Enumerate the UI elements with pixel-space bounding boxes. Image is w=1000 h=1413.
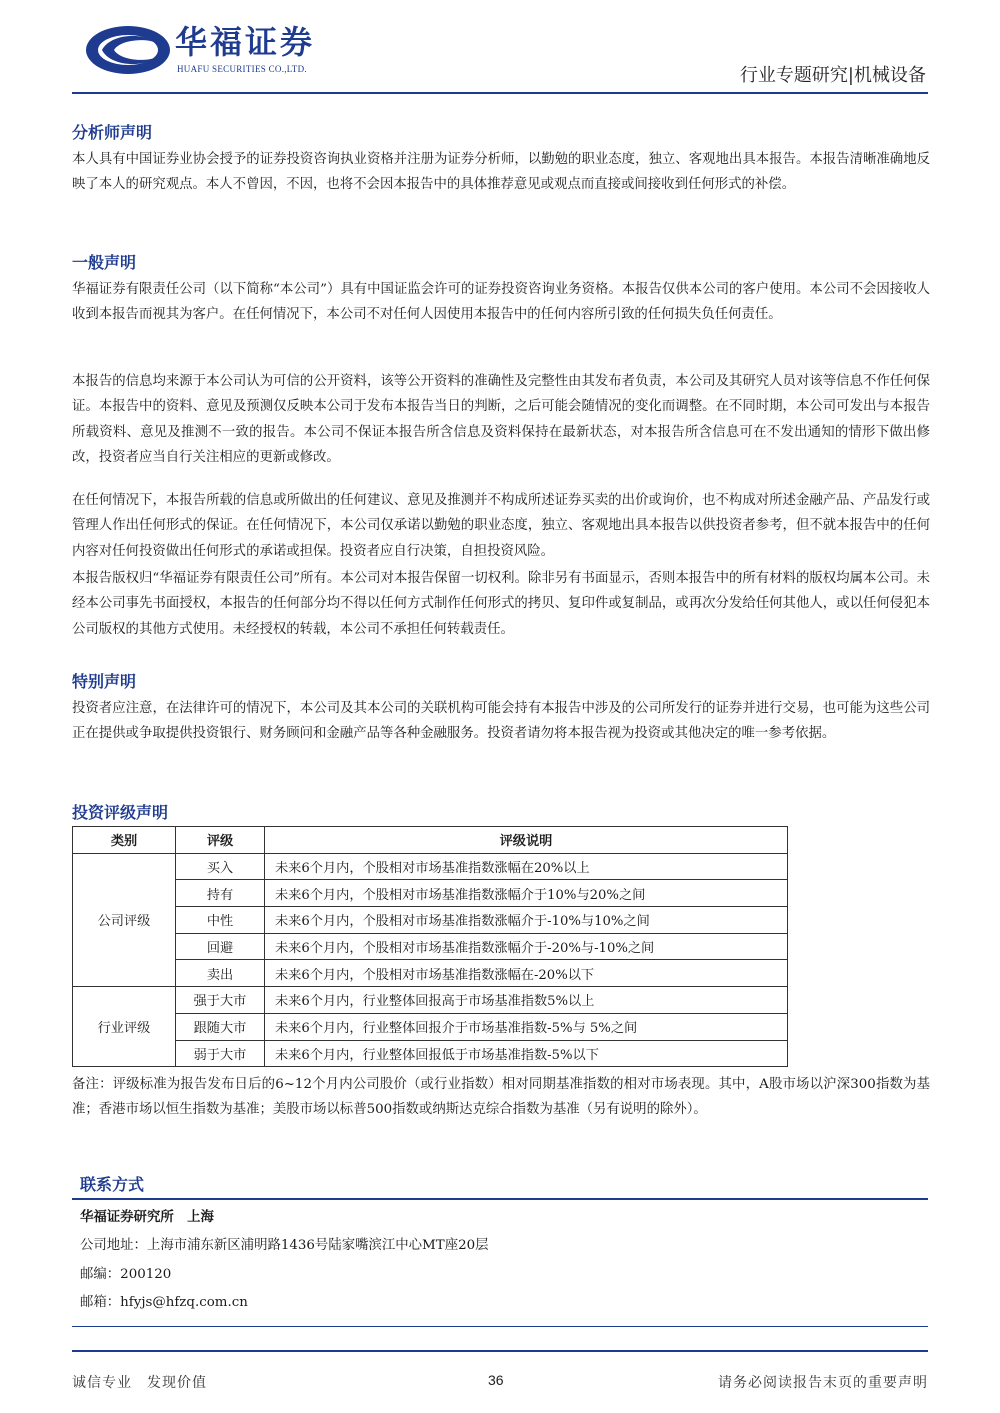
footer-slogan: 诚信专业 发现价值 xyxy=(72,1375,207,1391)
header-divider xyxy=(72,92,928,94)
description-cell: 未来6个月内，行业整体回报低于市场基准指数-5%以下 xyxy=(265,1040,788,1067)
description-cell: 未来6个月内，个股相对市场基准指数涨幅介于10%与20%之间 xyxy=(265,880,788,907)
rating-cell: 中性 xyxy=(176,907,265,934)
header-description: 评级说明 xyxy=(265,827,788,854)
rating-cell: 买入 xyxy=(176,853,265,880)
table-row xyxy=(73,987,788,1014)
contact-bottom-divider xyxy=(72,1326,928,1327)
description-cell: 未来6个月内，行业整体回报介于市场基准指数-5%与 5%之间 xyxy=(265,1013,788,1040)
rating-cell: 持有 xyxy=(176,880,265,907)
general-statement-p1: 华福证券有限责任公司（以下简称“本公司”）具有中国证监会许可的证券投资咨询业务资格。本报告仅供本公司的客户使用。本公司不会因接收人收到本报告而视其为客户。在任何情况下，本公司不对任何人因使用本报告中的任何内容所引致的任何损失负任何责任。 xyxy=(72,282,930,323)
contact-divider xyxy=(72,1198,928,1200)
table-row xyxy=(73,907,788,934)
table-row xyxy=(73,960,788,987)
report-category: 行业专题研究|机械设备 xyxy=(739,65,926,86)
header-rating: 评级 xyxy=(176,827,265,854)
company-name-cn: 华福证券 xyxy=(175,23,316,61)
rating-cell: 回避 xyxy=(176,933,265,960)
table-row xyxy=(73,1040,788,1067)
special-statement-title: 特别声明 xyxy=(72,672,137,691)
analyst-statement-text: 本人具有中国证券业协会授予的证券投资咨询执业资格并注册为证券分析师，以勤勉的职业态度，独立、客观地出具本报告。本报告清晰准确地反映了本人的研究观点。本人不曾因，不因，也将不会因本报告中的具体推荐意见或观点而直接或间接收到任何形式的补偿。 xyxy=(72,152,930,193)
analyst-statement-title: 分析师声明 xyxy=(72,123,153,142)
page-number: 36 xyxy=(488,1372,504,1388)
description-cell: 未来6个月内，行业整体回报高于市场基准指数5%以上 xyxy=(265,987,788,1014)
rating-cell: 卖出 xyxy=(176,960,265,987)
rating-statement-title: 投资评级声明 xyxy=(72,803,169,822)
general-statement-p4: 本报告版权归“华福证券有限责任公司”所有。本公司对本报告保留一切权利。除非另有书面显示，否则本报告中的所有材料的版权均属本公司。未经本公司事先书面授权，本报告的任何部分均不得以任何方式制作任何形式的拷贝、复印件或复制品，或再次分发给任何其他人，或以任何侵犯本公司版权的其他方式使用。未经授权的转载，本公司不承担任何转载责任。 xyxy=(72,571,930,637)
rating-table xyxy=(72,826,788,1067)
footer-notice: 请务必阅读报告末页的重要声明 xyxy=(718,1375,928,1391)
company-name-en: HUAFU SECURITIES CO.,LTD. xyxy=(177,64,307,74)
rating-cell: 弱于大市 xyxy=(176,1040,265,1067)
general-statement-p2: 本报告的信息均来源于本公司认为可信的公开资料，该等公开资料的准确性及完整性由其发布者负责，本公司及其研究人员对该等信息不作任何保证。本报告中的资料、意见及预测仅反映本公司于发布本报告当日的判断，之后可能会随情况的变化而调整。在不同时期，本公司可发出与本报告所载资料、意见及推测不一致的报告。本公司不保证本报告所含信息及资料保持在最新状态，对本报告所含信息可在不发出通知的情形下做出修改，投资者应当自行关注相应的更新或修改。 xyxy=(72,374,930,466)
special-statement-text: 投资者应注意，在法律许可的情况下，本公司及其本公司的关联机构可能会持有本报告中涉及的公司所发行的证券并进行交易，也可能为这些公司正在提供或争取提供投资银行、财务顾问和金融产品等各种金融服务。投资者请勿将本报告视为投资或其他决定的唯一参考依据。 xyxy=(72,701,930,742)
description-cell: 未来6个月内，个股相对市场基准指数涨幅在20%以上 xyxy=(265,853,788,880)
table-row xyxy=(73,933,788,960)
description-cell: 未来6个月内，个股相对市场基准指数涨幅介于-20%与-10%之间 xyxy=(265,933,788,960)
industry-rating-category: 行业评级 xyxy=(73,987,176,1067)
table-row xyxy=(73,853,788,880)
header-category: 类别 xyxy=(73,827,176,854)
rating-cell: 跟随大市 xyxy=(176,1013,265,1040)
general-statement-title: 一般声明 xyxy=(72,253,137,272)
contact-title: 联系方式 xyxy=(80,1175,145,1194)
contact-email[interactable]: 邮箱：hfyjs@hfzq.com.cn xyxy=(80,1295,248,1310)
description-cell: 未来6个月内，个股相对市场基准指数涨幅介于-10%与10%之间 xyxy=(265,907,788,934)
general-statement-p3: 在任何情况下，本报告所载的信息或所做出的任何建议、意见及推测并不构成所述证券买卖的出价或询价，也不构成对所述金融产品、产品发行或管理人作出任何形式的保证。在任何情况下，本公司仅承诺以勤勉的职业态度，独立、客观地出具本报告以供投资者参考，但不就本报告中的任何内容对任何投资做出任何形式的承诺或担保。投资者应自行决策，自担投资风险。 xyxy=(72,493,930,559)
rating-cell: 强于大市 xyxy=(176,987,265,1014)
table-row xyxy=(73,1013,788,1040)
table-row xyxy=(73,880,788,907)
table-header-row xyxy=(73,827,788,854)
description-cell: 未来6个月内，个股相对市场基准指数涨幅在-20%以下 xyxy=(265,960,788,987)
contact-org: 华福证券研究所 上海 xyxy=(80,1209,214,1225)
footer-divider xyxy=(72,1350,928,1352)
contact-postcode: 邮编：200120 xyxy=(80,1267,172,1282)
company-rating-category: 公司评级 xyxy=(73,853,176,986)
contact-address: 公司地址：上海市浦东新区浦明路1436号陆家嘴滨江中心MT座20层 xyxy=(80,1238,489,1253)
rating-note: 备注：评级标准为报告发布日后的6~12个月内公司股价（或行业指数）相对同期基准指数的相对市场表现。其中，A股市场以沪深300指数为基准；香港市场以恒生指数为基准；美股市场以标普500指数或纳斯达克综合指数为基准（另有说明的除外）。 xyxy=(72,1077,930,1118)
